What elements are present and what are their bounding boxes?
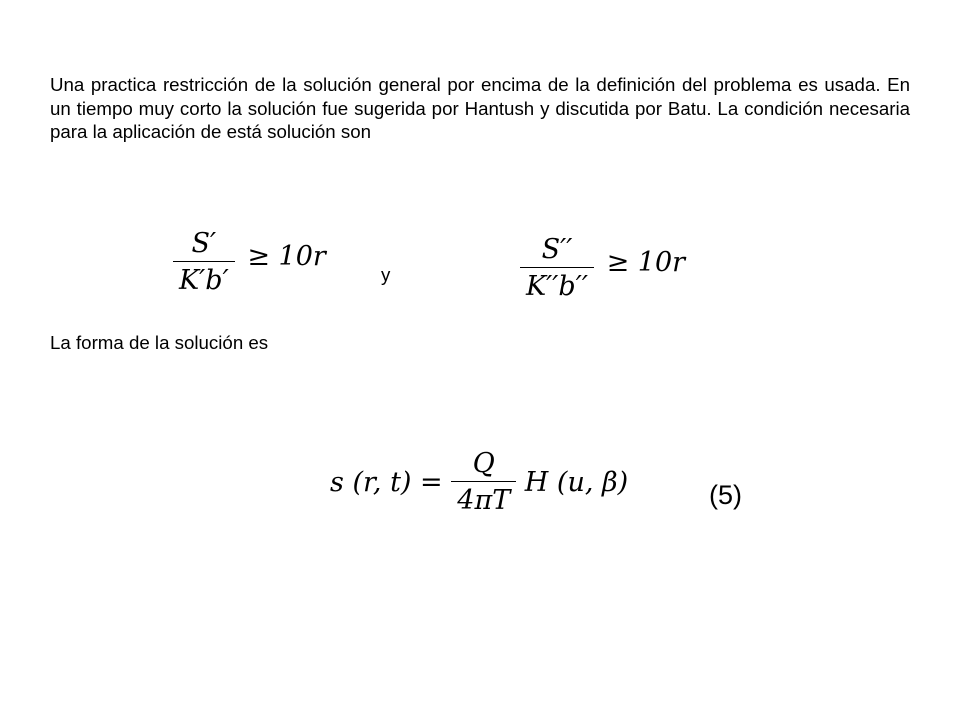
condition-2-formula	[520, 234, 685, 302]
condition-1-numerator: S′	[173, 228, 235, 262]
equation-lhs: s (r, t) =	[330, 466, 443, 498]
condition-1-relation: ≥ 10r	[247, 240, 326, 272]
equation-number: (5)	[709, 480, 742, 510]
conjunction-text: y	[381, 264, 391, 285]
solution-equation	[330, 448, 628, 516]
condition-1-fraction	[173, 228, 235, 296]
condition-2-denominator: K′′b′′	[526, 271, 588, 302]
condition-2-relation: ≥ 10r	[606, 246, 686, 278]
condition-1-formula	[173, 228, 326, 296]
condition-1-denominator: K′b′	[179, 265, 229, 296]
equation-numerator: Q	[451, 448, 516, 482]
equation-rhs: H (u, β)	[524, 466, 629, 498]
equation-denominator: 4πT	[457, 485, 511, 516]
equation-fraction	[451, 448, 516, 516]
solution-intro-text: La forma de la solución es	[50, 332, 269, 353]
intro-paragraph: Una practica restricción de la solución general por encima de la definición del problema es usada. En un tiempo muy corto la solución fue sugerida por Hantush y discutida por Batu. La condición necesaria para la aplicación de está solución son	[50, 74, 910, 142]
condition-2-fraction	[520, 234, 594, 302]
condition-2-numerator: S′′	[520, 234, 594, 268]
